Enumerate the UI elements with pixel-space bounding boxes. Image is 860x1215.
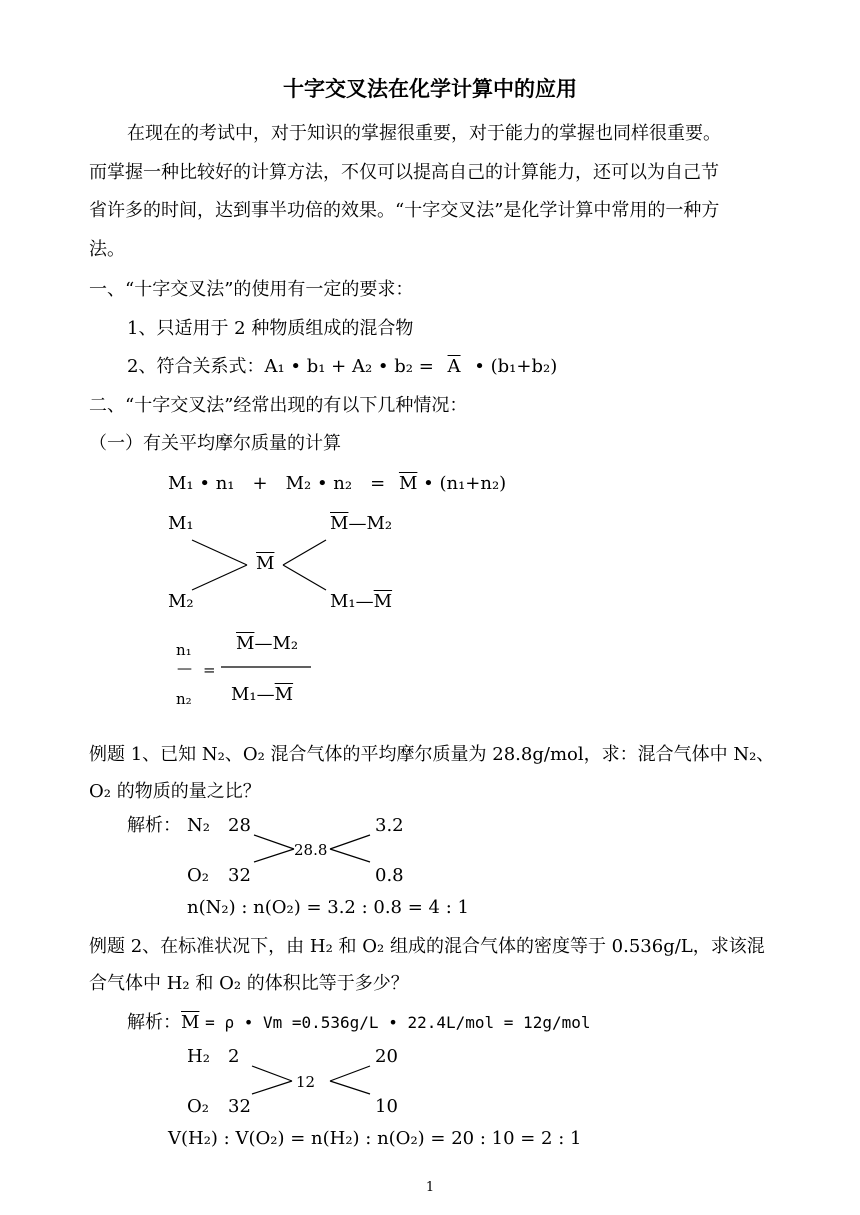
example2-b-value: 32 (228, 1096, 251, 1117)
example2-result: V(H₂) : V(O₂) = n(H₂) : n(O₂) = 20 : 10 = 2 : 1 (168, 1128, 582, 1149)
frac-n2: n₂ (176, 690, 192, 708)
frac-den-prefix: M₁— (231, 684, 275, 705)
intro-line-3: 省许多的时间，达到事半功倍的效果。“十字交叉法”是化学计算中常用的一种方 (89, 200, 720, 221)
example1-line-b (254, 849, 294, 862)
example1-a-name: N₂ (187, 815, 210, 836)
example2-line-b (252, 1081, 292, 1094)
intro-line-2: 而掌握一种比较好的计算方法，不仅可以提高自己的计算能力，还可以为自己节 (89, 162, 719, 183)
example2-top-right: 20 (375, 1046, 398, 1067)
formula-right: • (n₁+n₂) (423, 473, 507, 494)
example1-b-value: 32 (228, 865, 251, 886)
frac-small-bar: — (177, 659, 192, 677)
example1-a-value: 28 (228, 815, 251, 836)
example1-line-c (330, 835, 370, 849)
example2-line-c (330, 1066, 370, 1081)
cross-m2: M₂ (168, 591, 194, 612)
page-title: 十字交叉法在化学计算中的应用 (283, 77, 577, 101)
cross-br-prefix: M₁— (330, 591, 374, 612)
example1-center: 28.8 (294, 841, 328, 859)
example2-a-value: 2 (228, 1046, 240, 1067)
example2-calc-rest: = ρ • Vm =0.536g/L • 22.4L/mol = 12g/mol (205, 1013, 591, 1032)
example2-bottom-right: 10 (375, 1096, 398, 1117)
cross-tr-bar: $\overline{M}$ (330, 513, 349, 534)
frac-num-bar: $\overline{M}$ (236, 633, 255, 654)
formula-bar-symbol: $\overline{M}$ (398, 473, 418, 494)
intro-line-1: 在现在的考试中，对于知识的掌握很重要，对于能力的掌握也同样很重要。 (127, 123, 721, 144)
example1-result: n(N₂) : n(O₂) = 3.2 : 0.8 = 4 : 1 (187, 897, 469, 918)
item2-bar-symbol: $\overline{A}$ (447, 356, 461, 377)
formula-left: M₁ • n₁ + M₂ • n₂ = (168, 473, 386, 494)
example1-question-line-1: 例题 1、已知 N₂、O₂ 混合气体的平均摩尔质量为 28.8g/mol，求：混合气体中 N₂、 (89, 744, 775, 765)
example2-line-a (252, 1066, 292, 1081)
example1-label: 解析： (127, 815, 181, 836)
item2-prefix: 2、符合关系式：A₁ • b₁ + A₂ • b₂ = (127, 356, 434, 377)
example1-question-line-2: O₂ 的物质的量之比？ (89, 781, 261, 802)
example2-question-line-1: 例题 2、在标准状况下，由 H₂ 和 O₂ 组成的混合气体的密度等于 0.536g/L，求该混 (89, 936, 765, 957)
section1-item1: 1、只适用于 2 种物质组成的混合物 (127, 318, 414, 339)
frac-n1: n₁ (176, 641, 192, 659)
example2-label: 解析： (127, 1012, 181, 1033)
frac-equals: = (203, 661, 216, 679)
example2-a-name: H₂ (187, 1046, 210, 1067)
example1-line-d (330, 849, 370, 862)
cross-center: $\overline{M}$ (256, 553, 275, 574)
cross-m1: M₁ (168, 513, 194, 534)
section1-heading: 一、“十字交叉法”的使用有一定的要求： (89, 279, 414, 300)
example1-bottom-right: 0.8 (375, 865, 404, 886)
example1-b-name: O₂ (187, 865, 209, 886)
example2-center: 12 (296, 1073, 316, 1091)
intro-line-4: 法。 (89, 239, 125, 260)
cross-general-line-tr (283, 540, 326, 565)
section2-heading: 二、“十字交叉法”经常出现的有以下几种情况： (89, 395, 468, 416)
frac-den-bar: $\overline{M}$ (274, 684, 294, 705)
example1-line-a (254, 835, 294, 849)
section2-sub1: （一）有关平均摩尔质量的计算 (89, 433, 341, 454)
cross-general-line-m2 (192, 565, 247, 590)
page-number: 1 (425, 1180, 435, 1195)
cross-br-bar: $\overline{M}$ (373, 591, 393, 612)
cross-general-line-br (283, 565, 326, 590)
cross-general-line-m1 (192, 540, 247, 565)
example2-question-line-2: 合气体中 H₂ 和 O₂ 的体积比等于多少？ (89, 973, 409, 994)
example2-b-name: O₂ (187, 1096, 209, 1117)
example2-calc-bar: $\overline{M}$ (181, 1012, 200, 1033)
example2-line-d (330, 1081, 370, 1094)
frac-num-suffix: —M₂ (254, 633, 299, 654)
cross-tr-suffix: —M₂ (348, 513, 393, 534)
item2-suffix: • (b₁+b₂) (474, 356, 558, 377)
example1-top-right: 3.2 (375, 815, 404, 836)
